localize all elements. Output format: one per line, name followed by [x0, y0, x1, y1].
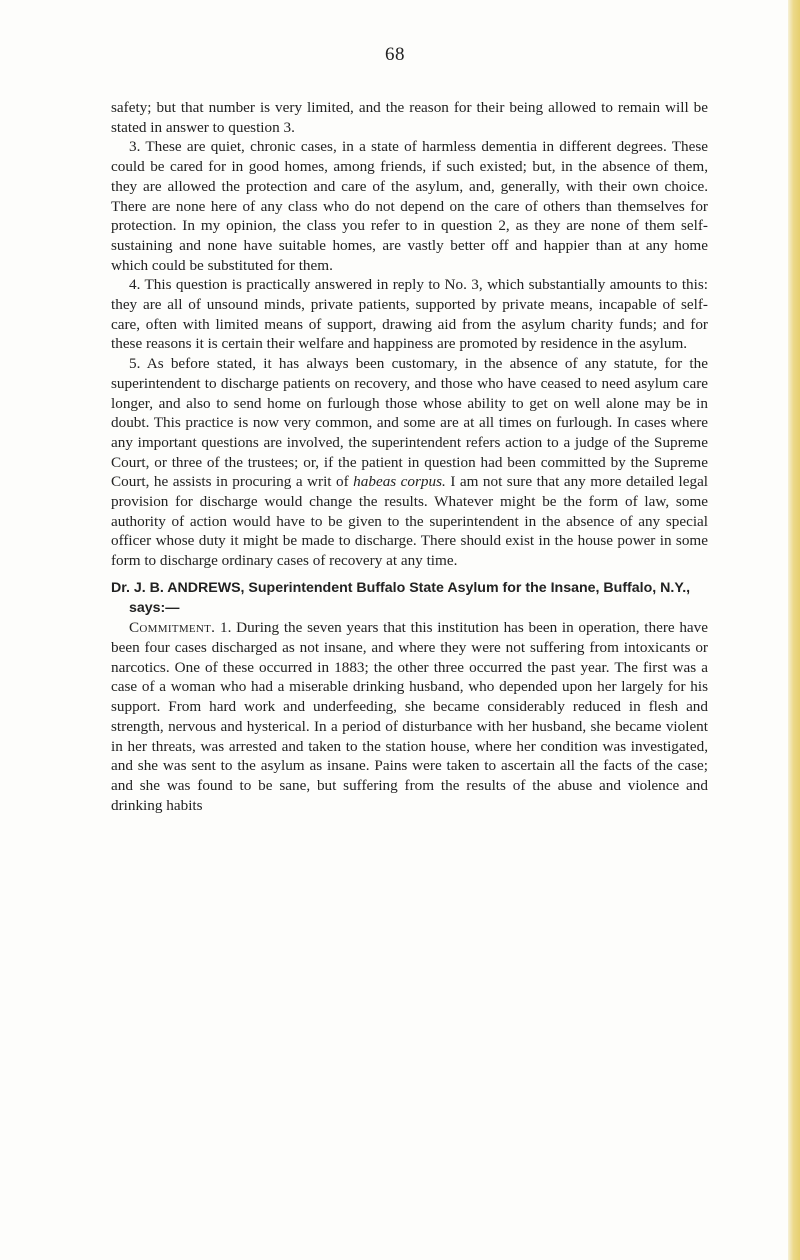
page-edge: [788, 0, 800, 1260]
page-number: 68: [385, 44, 405, 65]
paragraph-answer-5: [111, 354, 708, 571]
page-body: [111, 98, 708, 815]
paragraph-commitment: [111, 618, 708, 815]
commitment-text: 1. During the seven years that this institution has been in operation, there have been four cases discharged as not insane, and where they were not suffering from intoxicants or narcotics. One of these occurred in 1883; the other three occurred the past year. The first was a case of a woman who had a miserable drinking husband, who depended upon her largely for his support. From hard work and underfeeding, she became considerably reduced in flesh and strength, nervous and hysterical. In a period of disturbance with her husband, she became violent in her threats, was arrested and taken to the station house, where her condition was investigated, and she was sent to the asylum as insane. Pains were taken to ascertain all the facts of the case; and she was found to be sane, but suffering from the results of the abuse and violence and drinking habits: [111, 619, 708, 814]
answer-5-text-after: I am not sure that any more detailed legal provision for discharge would change the results. Whatever might be the form of law, some authority of action would have to be given to the superintendent in the absence of any special officer whose duty it might be made to discharge. There should exist in the house power in some form to discharge ordinary cases of recovery at any time.: [111, 473, 709, 570]
paragraph-answer-3: 3. These are quiet, chronic cases, in a state of harmless dementia in different degrees. These could be cared for in good homes, among friends, if such existed; but, in the absence of them, they are allowed the protection and care of the asylum, and, generally, with their own choice. There are none here of any class who do not depend on the care of others than themselves for protection. In my opinion, the class you refer to in question 2, as they are none of them self-sustaining and none have suitable homes, are vastly better off and happier than at any home which could be substituted for them.: [111, 138, 708, 274]
paragraph-continuation: safety; but that number is very limited, and the reason for their being allowed to remain will be stated in answer to question 3.: [111, 99, 708, 136]
answer-5-text-before: 5. As before stated, it has always been customary, in the absence of any statute, for the superintendent to discharge patients on recovery, and those who have ceased to need asylum care longer, and also to send home on furlough those whose ability to get on well alone may be in doubt. This practice is now very common, and some are at all times on furlough. In cases where any important questions are involved, the superintendent refers action to a judge of the Supreme Court, or three of the trustees; or, if the patient in question had been committed by the Supreme Court, he assists in procuring a writ of: [111, 355, 708, 491]
commitment-heading: Commitment.: [129, 619, 216, 637]
habeas-corpus-term: habeas corpus.: [353, 473, 446, 491]
paragraph-answer-4: 4. This question is practically answered in reply to No. 3, which substantially amounts to this: they are all of unsound minds, private patients, supported by private means, incapable of self-care, often with limited means of support, drawing aid from the asylum charity funds; and for these reasons it is certain their welfare and happiness are promoted by residence in the asylum.: [111, 276, 708, 353]
speaker-attribution: Dr. J. B. ANDREWS, Superintendent Buffalo State Asylum for the Insane, Buffalo, N.Y., says:—: [111, 579, 691, 616]
